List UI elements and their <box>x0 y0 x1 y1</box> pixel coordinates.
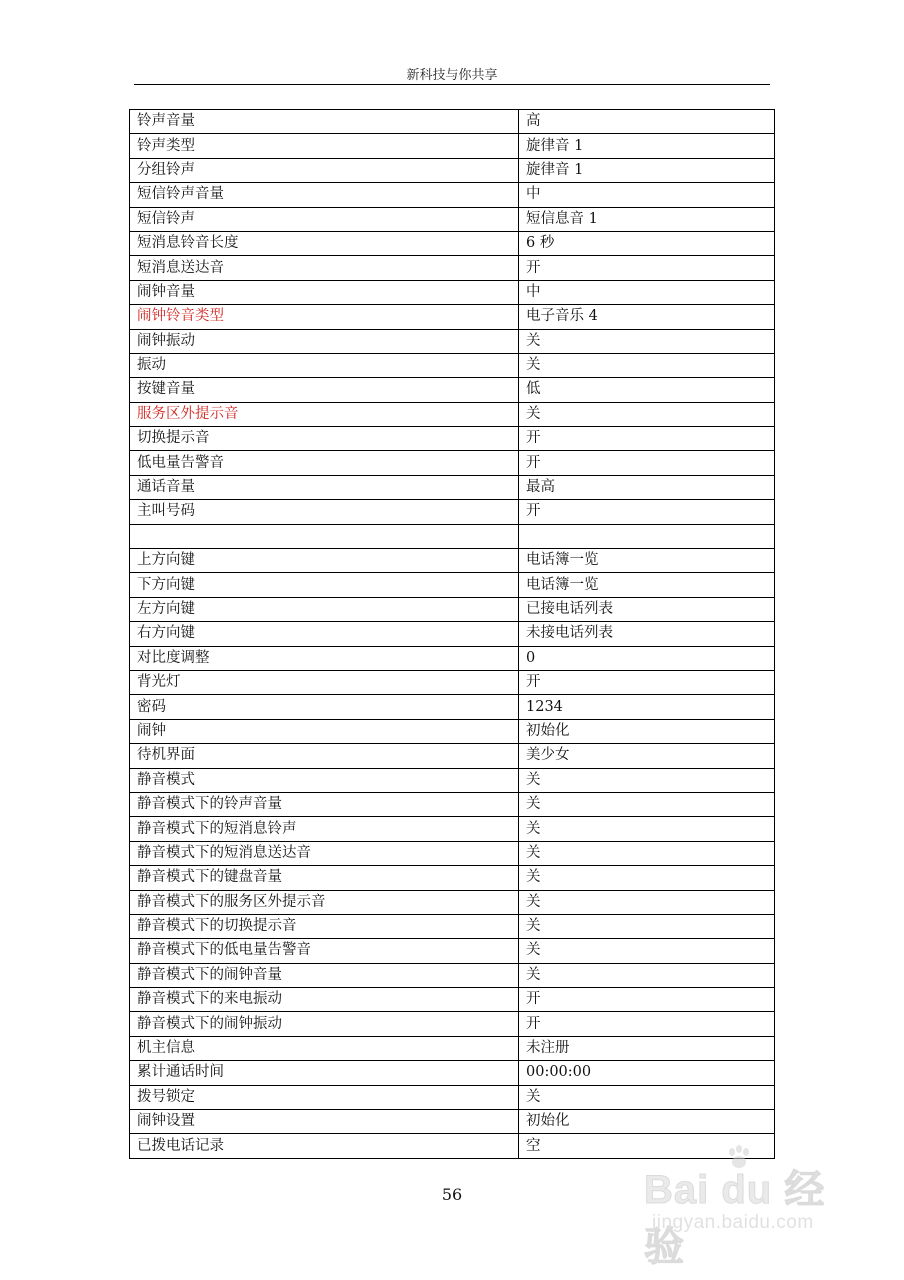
table-row <box>130 378 775 402</box>
setting-name: 闹钟振动 <box>130 329 519 353</box>
settings-table-body <box>130 110 775 1159</box>
watermark-url: jingyan.baidu.com <box>652 1212 814 1233</box>
setting-value: 旋律音 1 <box>519 134 775 158</box>
table-row <box>130 305 775 329</box>
table-row <box>130 183 775 207</box>
table-row <box>130 231 775 255</box>
setting-name: 闹钟铃音类型 <box>130 305 519 329</box>
page-header-title: 新科技与你共享 <box>406 68 498 83</box>
table-row <box>130 744 775 768</box>
table-row <box>130 158 775 182</box>
table-row <box>130 207 775 231</box>
table-row <box>130 719 775 743</box>
setting-value: 关 <box>519 329 775 353</box>
setting-name: 静音模式 <box>130 768 519 792</box>
table-row <box>130 841 775 865</box>
setting-name: 待机界面 <box>130 744 519 768</box>
setting-value: 电话簿一览 <box>519 549 775 573</box>
setting-name: 背光灯 <box>130 670 519 694</box>
setting-value: 00:00:00 <box>519 1061 775 1085</box>
setting-value: 开 <box>519 451 775 475</box>
setting-name: 闹钟设置 <box>130 1110 519 1134</box>
table-row <box>130 988 775 1012</box>
setting-name: 分组铃声 <box>130 158 519 182</box>
setting-value: 开 <box>519 427 775 451</box>
setting-name: 左方向键 <box>130 597 519 621</box>
setting-name: 静音模式下的闹钟音量 <box>130 963 519 987</box>
setting-value: 关 <box>519 817 775 841</box>
table-row <box>130 670 775 694</box>
table-row <box>130 427 775 451</box>
setting-name: 累计通话时间 <box>130 1061 519 1085</box>
setting-value: 未接电话列表 <box>519 622 775 646</box>
table-row <box>130 134 775 158</box>
setting-name: 主叫号码 <box>130 500 519 524</box>
setting-value: 中 <box>519 280 775 304</box>
table-row <box>130 622 775 646</box>
setting-value: 关 <box>519 841 775 865</box>
setting-value: 关 <box>519 353 775 377</box>
table-row <box>130 573 775 597</box>
page-number: 56 <box>441 1185 463 1204</box>
setting-value: 关 <box>519 914 775 938</box>
table-row <box>130 963 775 987</box>
setting-value <box>519 524 775 548</box>
setting-name: 短信铃声音量 <box>130 183 519 207</box>
table-row <box>130 1061 775 1085</box>
setting-value: 最高 <box>519 475 775 499</box>
setting-name: 按键音量 <box>130 378 519 402</box>
table-row <box>130 524 775 548</box>
watermark-logo: Bai du 经验 <box>644 1168 826 1269</box>
setting-name: 下方向键 <box>130 573 519 597</box>
setting-name: 铃声音量 <box>130 110 519 134</box>
setting-name: 静音模式下的来电振动 <box>130 988 519 1012</box>
setting-value: 空 <box>519 1134 775 1158</box>
setting-name: 闹钟 <box>130 719 519 743</box>
table-row <box>130 646 775 670</box>
table-row <box>130 402 775 426</box>
table-row <box>130 329 775 353</box>
setting-value: 开 <box>519 1012 775 1036</box>
setting-name: 静音模式下的服务区外提示音 <box>130 890 519 914</box>
table-row <box>130 597 775 621</box>
table-row <box>130 1085 775 1109</box>
setting-name: 通话音量 <box>130 475 519 499</box>
setting-name: 振动 <box>130 353 519 377</box>
setting-name: 静音模式下的切换提示音 <box>130 914 519 938</box>
setting-value: 关 <box>519 939 775 963</box>
setting-name <box>130 524 519 548</box>
table-row <box>130 890 775 914</box>
setting-name: 静音模式下的低电量告警音 <box>130 939 519 963</box>
setting-value: 开 <box>519 500 775 524</box>
setting-name: 闹钟音量 <box>130 280 519 304</box>
setting-name: 静音模式下的铃声音量 <box>130 792 519 816</box>
header-rule <box>134 84 770 85</box>
table-row <box>130 792 775 816</box>
setting-value: 关 <box>519 768 775 792</box>
setting-name: 密码 <box>130 695 519 719</box>
setting-name: 静音模式下的短消息铃声 <box>130 817 519 841</box>
setting-value: 短信息音 1 <box>519 207 775 231</box>
table-row <box>130 549 775 573</box>
table-row <box>130 768 775 792</box>
setting-value: 电话簿一览 <box>519 573 775 597</box>
setting-value: 初始化 <box>519 1110 775 1134</box>
setting-value: 已接电话列表 <box>519 597 775 621</box>
table-row <box>130 110 775 134</box>
setting-name: 对比度调整 <box>130 646 519 670</box>
table-row <box>130 817 775 841</box>
table-row <box>130 451 775 475</box>
setting-value: 电子音乐 4 <box>519 305 775 329</box>
table-row <box>130 280 775 304</box>
table-row <box>130 1012 775 1036</box>
baidu-jingyan-watermark <box>644 1150 854 1269</box>
setting-name: 铃声类型 <box>130 134 519 158</box>
setting-value: 关 <box>519 1085 775 1109</box>
setting-value: 初始化 <box>519 719 775 743</box>
setting-name: 短信铃声 <box>130 207 519 231</box>
table-row <box>130 353 775 377</box>
setting-value: 0 <box>519 646 775 670</box>
setting-name: 静音模式下的短消息送达音 <box>130 841 519 865</box>
setting-value: 低 <box>519 378 775 402</box>
setting-name: 服务区外提示音 <box>130 402 519 426</box>
setting-value: 关 <box>519 866 775 890</box>
setting-name: 切换提示音 <box>130 427 519 451</box>
setting-value: 1234 <box>519 695 775 719</box>
table-row <box>130 1110 775 1134</box>
setting-value: 开 <box>519 256 775 280</box>
setting-value: 关 <box>519 792 775 816</box>
setting-value: 高 <box>519 110 775 134</box>
setting-value: 中 <box>519 183 775 207</box>
table-row <box>130 695 775 719</box>
table-row <box>130 500 775 524</box>
setting-name: 短消息送达音 <box>130 256 519 280</box>
setting-name: 上方向键 <box>130 549 519 573</box>
setting-value: 开 <box>519 670 775 694</box>
table-row <box>130 1036 775 1060</box>
setting-value: 关 <box>519 963 775 987</box>
setting-name: 短消息铃音长度 <box>130 231 519 255</box>
setting-name: 静音模式下的闹钟振动 <box>130 1012 519 1036</box>
setting-value: 美少女 <box>519 744 775 768</box>
setting-value: 6 秒 <box>519 231 775 255</box>
setting-value: 关 <box>519 402 775 426</box>
table-row <box>130 939 775 963</box>
setting-value: 未注册 <box>519 1036 775 1060</box>
table-row <box>130 914 775 938</box>
setting-value: 旋律音 1 <box>519 158 775 182</box>
table-row <box>130 256 775 280</box>
settings-table <box>129 109 775 1159</box>
setting-name: 机主信息 <box>130 1036 519 1060</box>
setting-name: 已拨电话记录 <box>130 1134 519 1158</box>
setting-value: 关 <box>519 890 775 914</box>
table-row <box>130 866 775 890</box>
setting-name: 低电量告警音 <box>130 451 519 475</box>
setting-name: 右方向键 <box>130 622 519 646</box>
setting-value: 开 <box>519 988 775 1012</box>
setting-name: 拨号锁定 <box>130 1085 519 1109</box>
table-row <box>130 475 775 499</box>
setting-name: 静音模式下的键盘音量 <box>130 866 519 890</box>
